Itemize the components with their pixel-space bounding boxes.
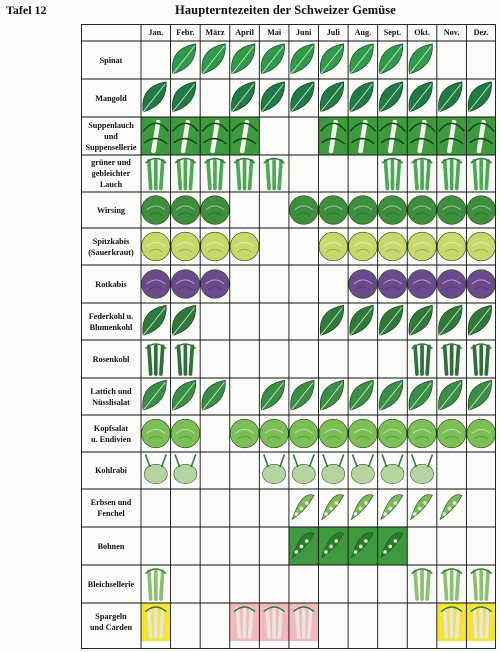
kohlrabi-icon — [351, 454, 374, 483]
lettuce-icon — [350, 380, 374, 410]
peas-fennel-icon — [381, 495, 403, 520]
savoy-cabbage-icon — [378, 196, 407, 225]
chard-leaf-icon — [409, 82, 433, 112]
red-cabbage-icon — [141, 270, 170, 299]
vegetable-label: grüner und gebleichter Lauch — [91, 158, 131, 189]
savoy-cabbage-icon — [289, 196, 318, 225]
month-header: Sept. — [383, 28, 402, 37]
month-header: Juli — [326, 28, 340, 37]
red-cabbage-icon — [408, 270, 437, 299]
kohlrabi-icon — [263, 454, 286, 483]
vegetable-label: Kohlrabi — [95, 466, 127, 475]
vegetable-label: Bleichsellerie — [87, 579, 135, 589]
red-cabbage-icon — [437, 270, 466, 299]
lettuce-icon — [202, 380, 226, 410]
head-lettuce-icon — [467, 419, 496, 448]
month-header: Febr. — [176, 28, 195, 37]
chart-title: Haupterntezeiten der Schweizer Gemüse — [175, 3, 396, 17]
lettuce-icon — [291, 380, 315, 410]
kohlrabi-icon — [322, 454, 345, 483]
savoy-cabbage-icon — [201, 196, 230, 225]
pointed-cabbage-icon — [319, 232, 348, 261]
pointed-cabbage-icon — [349, 232, 378, 261]
kale-cauliflower-icon — [320, 305, 344, 335]
vegetable-label: Federkohl u. Blumenkohl — [88, 311, 134, 332]
kale-cauliflower-icon — [409, 305, 433, 335]
pointed-cabbage-icon — [378, 232, 407, 261]
vegetable-label: Mangold — [95, 93, 127, 103]
head-lettuce-icon — [408, 419, 437, 448]
harvest-calendar-table — [81, 24, 496, 649]
spinach-leaf-icon — [291, 44, 315, 74]
red-cabbage-icon — [467, 270, 496, 299]
vegetable-label: Rotkabis — [95, 279, 127, 289]
lettuce-icon — [468, 380, 492, 410]
month-header: Mai — [267, 28, 282, 37]
vegetable-label: Spargeln und Carden — [89, 612, 133, 632]
kale-cauliflower-icon — [350, 305, 374, 335]
pointed-cabbage-icon — [201, 232, 230, 261]
vegetable-label: Erbsen und Fenchel — [90, 498, 132, 518]
brussels-sprouts-icon — [145, 344, 166, 374]
pointed-cabbage-icon — [230, 232, 259, 261]
head-lettuce-icon — [437, 419, 466, 448]
lettuce-icon — [261, 380, 285, 410]
head-lettuce-icon — [319, 419, 348, 448]
red-cabbage-icon — [378, 270, 407, 299]
leek-icon — [412, 159, 433, 189]
kale-cauliflower-icon — [379, 305, 403, 335]
red-cabbage-icon — [201, 270, 230, 299]
celery-icon — [145, 569, 166, 599]
savoy-cabbage-icon — [141, 196, 170, 225]
kohlrabi-icon — [292, 454, 315, 483]
kale-cauliflower-icon — [439, 305, 463, 335]
kale-cauliflower-icon — [143, 305, 167, 335]
pointed-cabbage-icon — [408, 232, 437, 261]
spinach-leaf-icon — [172, 44, 196, 74]
vegetable-label: Bohnen — [97, 541, 125, 551]
savoy-cabbage-icon — [437, 196, 466, 225]
month-header: Okt. — [414, 28, 430, 37]
lettuce-icon — [320, 380, 344, 410]
lettuce-icon — [409, 380, 433, 410]
kale-cauliflower-icon — [468, 305, 492, 335]
chard-leaf-icon — [291, 82, 315, 112]
peas-fennel-icon — [351, 495, 373, 520]
calendar-grid-graphics — [81, 24, 496, 649]
lettuce-icon — [379, 380, 403, 410]
pointed-cabbage-icon — [141, 232, 170, 261]
chard-leaf-icon — [350, 82, 374, 112]
savoy-cabbage-icon — [319, 196, 348, 225]
chard-leaf-icon — [379, 82, 403, 112]
celery-icon — [441, 569, 462, 599]
kohlrabi-icon — [174, 454, 197, 483]
savoy-cabbage-icon — [171, 196, 200, 225]
spinach-leaf-icon — [409, 44, 433, 74]
brussels-sprouts-icon — [175, 344, 196, 374]
vegetable-label: Suppenlauch und Suppensellerie — [85, 120, 137, 152]
chard-leaf-icon — [172, 82, 196, 112]
lettuce-icon — [172, 380, 196, 410]
kohlrabi-icon — [411, 454, 434, 483]
pointed-cabbage-icon — [467, 232, 496, 261]
red-cabbage-icon — [171, 270, 200, 299]
head-lettuce-icon — [349, 419, 378, 448]
celery-icon — [471, 569, 492, 599]
brussels-sprouts-icon — [412, 344, 433, 374]
chard-leaf-icon — [320, 82, 344, 112]
chard-leaf-icon — [143, 82, 167, 112]
peas-fennel-icon — [440, 495, 462, 520]
month-header: April — [235, 28, 254, 37]
spinach-leaf-icon — [202, 44, 226, 74]
head-lettuce-icon — [378, 419, 407, 448]
leek-icon — [382, 159, 403, 189]
spinach-leaf-icon — [261, 44, 285, 74]
month-header: Jan. — [148, 28, 164, 37]
lettuce-icon — [439, 380, 463, 410]
spinach-leaf-icon — [320, 44, 344, 74]
vegetable-label: Kopfsalat u. Endivien — [90, 423, 132, 444]
pointed-cabbage-icon — [171, 232, 200, 261]
month-header: März — [205, 28, 225, 37]
peas-fennel-icon — [322, 495, 344, 520]
peas-fennel-icon — [292, 495, 314, 520]
month-header: Aug. — [354, 28, 372, 37]
month-header: Juni — [295, 28, 312, 37]
leek-icon — [205, 159, 226, 189]
kale-cauliflower-icon — [172, 305, 196, 335]
plate-number: Tafel 12 — [6, 3, 47, 17]
red-cabbage-icon — [349, 270, 378, 299]
spinach-leaf-icon — [379, 44, 403, 74]
spinach-leaf-icon — [231, 44, 255, 74]
chard-leaf-icon — [468, 82, 492, 112]
leek-icon — [175, 159, 196, 189]
vegetable-label: Wirsing — [96, 205, 126, 215]
head-lettuce-icon — [141, 419, 170, 448]
head-lettuce-icon — [260, 419, 289, 448]
kohlrabi-icon — [144, 454, 167, 483]
leek-icon — [234, 159, 255, 189]
leek-icon — [145, 159, 166, 189]
savoy-cabbage-icon — [349, 196, 378, 225]
vegetable-label: Lattich und Nüsslisalat — [90, 386, 132, 407]
leek-icon — [264, 159, 285, 189]
kohlrabi-icon — [381, 454, 404, 483]
spinach-leaf-icon — [350, 44, 374, 74]
pointed-cabbage-icon — [437, 232, 466, 261]
leek-icon — [441, 159, 462, 189]
vegetable-label: Spinat — [99, 55, 123, 65]
head-lettuce-icon — [230, 419, 259, 448]
month-header: Nov. — [443, 28, 460, 37]
chard-leaf-icon — [261, 82, 285, 112]
chard-leaf-icon — [439, 82, 463, 112]
brussels-sprouts-icon — [441, 344, 462, 374]
savoy-cabbage-icon — [408, 196, 437, 225]
vegetable-label: Rosenkohl — [92, 354, 130, 364]
lettuce-icon — [143, 380, 167, 410]
head-lettuce-icon — [171, 419, 200, 448]
peas-fennel-icon — [411, 495, 433, 520]
brussels-sprouts-icon — [471, 344, 492, 374]
chard-leaf-icon — [231, 82, 255, 112]
celery-icon — [412, 569, 433, 599]
head-lettuce-icon — [289, 419, 318, 448]
savoy-cabbage-icon — [467, 196, 496, 225]
vegetable-label: Spitzkabis (Sauerkraut) — [88, 236, 134, 257]
leek-icon — [471, 159, 492, 189]
month-header: Dez. — [473, 28, 489, 37]
